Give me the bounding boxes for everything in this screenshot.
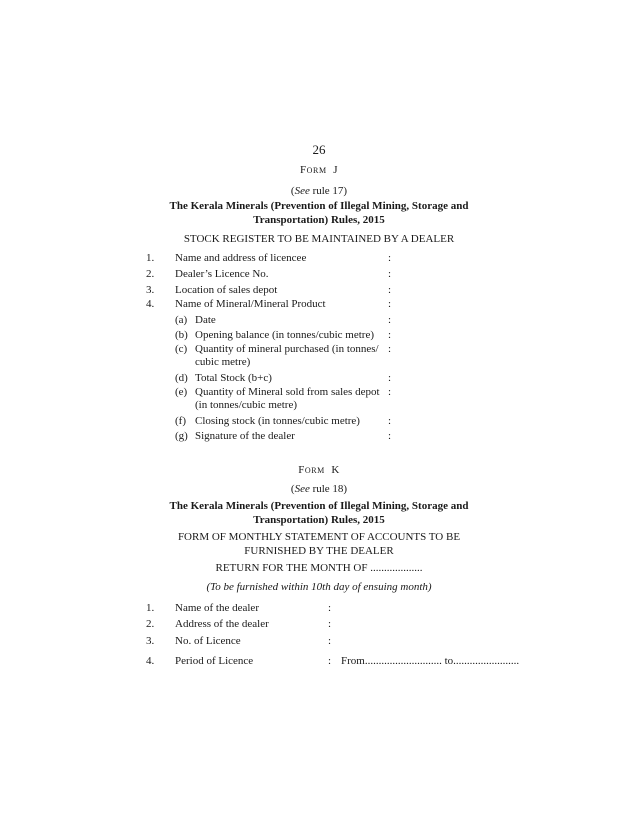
form-k-item-number: 2. (146, 618, 155, 630)
form-j-item-label: Name and address of licencee (175, 252, 307, 264)
form-j-sub-colon: : (388, 386, 392, 398)
form-k-title: FORM K (298, 464, 340, 476)
form-k-item-colon: : (328, 635, 332, 647)
form-j-sub-label: Quantity of mineral purchased (in tonnes/ (195, 343, 379, 355)
form-j-sub-label-continued: (in tonnes/cubic metre) (195, 399, 298, 411)
form-j-sub-colon: : (388, 372, 392, 384)
form-j-sub-letter: (c) (175, 343, 188, 355)
form-k-item-label: Period of Licence (175, 655, 254, 667)
form-k-rule-ref: (See rule 18) (290, 483, 348, 495)
form-j-sub-letter: (g) (175, 430, 188, 442)
form-k-rules-title-line1: The Kerala Minerals (Prevention of Illegal Mining, Storage and (169, 500, 469, 512)
form-k-item-label: Name of the dealer (175, 602, 259, 614)
form-k-item-number: 3. (146, 635, 155, 647)
form-j-sub-letter: (d) (175, 372, 188, 384)
form-k-return-line: RETURN FOR THE MONTH OF ................... (215, 562, 423, 574)
form-j-sub-colon: : (388, 415, 392, 427)
form-j-rules-title-line1: The Kerala Minerals (Prevention of Illegal Mining, Storage and (169, 200, 469, 212)
form-j-sub-label: Opening balance (in tonnes/cubic metre) (195, 329, 374, 341)
form-k-period-value: From............................ to........................ (341, 655, 520, 667)
form-k-heading-line2: FURNISHED BY THE DEALER (244, 545, 394, 557)
form-k-item-colon: : (328, 655, 332, 667)
form-k-item-label: No. of Licence (175, 635, 241, 647)
form-k-item-number: 4. (146, 655, 155, 667)
form-j-item-label: Dealer’s Licence No. (175, 268, 269, 280)
form-j-item-number: 4. (146, 298, 155, 310)
form-j-sub-label-continued: cubic metre) (195, 356, 251, 368)
form-j-sub-letter: (a) (175, 314, 188, 326)
form-j-item-colon: : (388, 252, 392, 264)
form-k-item-colon: : (328, 602, 332, 614)
form-k-rules-title-line2: Transportation) Rules, 2015 (253, 514, 385, 526)
form-j-sub-letter: (f) (175, 415, 186, 427)
form-j-sub-letter: (b) (175, 329, 188, 341)
form-j-title: FORM J (300, 164, 338, 176)
form-k-heading-line1: FORM OF MONTHLY STATEMENT OF ACCOUNTS TO BE (177, 531, 461, 543)
form-j-item-label: Location of sales depot (175, 284, 278, 296)
form-j-sub-colon: : (388, 314, 392, 326)
form-j-sub-colon: : (388, 329, 392, 341)
form-j-item-colon: : (388, 284, 392, 296)
form-k-item-label: Address of the dealer (175, 618, 269, 630)
form-j-rules-title-line2: Transportation) Rules, 2015 (253, 214, 385, 226)
form-j-item-colon: : (388, 268, 392, 280)
form-j-heading: STOCK REGISTER TO BE MAINTAINED BY A DEALER (183, 233, 455, 245)
form-k-item-colon: : (328, 618, 332, 630)
form-k-instruction: (To be furnished within 10th day of ensuing month) (206, 581, 432, 593)
form-j-item-label: Name of Mineral/Mineral Product (175, 298, 326, 310)
form-j-item-number: 2. (146, 268, 155, 280)
form-j-item-colon: : (388, 298, 392, 310)
form-j-sub-label: Quantity of Mineral sold from sales depot (195, 386, 380, 398)
form-j-item-number: 1. (146, 252, 155, 264)
form-j-rule-ref: (See rule 17) (290, 185, 348, 197)
form-j-sub-letter: (e) (175, 386, 188, 398)
form-k-item-number: 1. (146, 602, 155, 614)
form-j-sub-label: Signature of the dealer (195, 430, 295, 442)
form-j-sub-label: Total Stock (b+c) (195, 372, 272, 384)
form-j-sub-label: Date (195, 314, 216, 326)
form-j-sub-label: Closing stock (in tonnes/cubic metre) (195, 415, 360, 427)
form-j-sub-colon: : (388, 430, 392, 442)
form-j-item-number: 3. (146, 284, 155, 296)
form-j-sub-colon: : (388, 343, 392, 355)
page-number: 26 (312, 142, 326, 157)
